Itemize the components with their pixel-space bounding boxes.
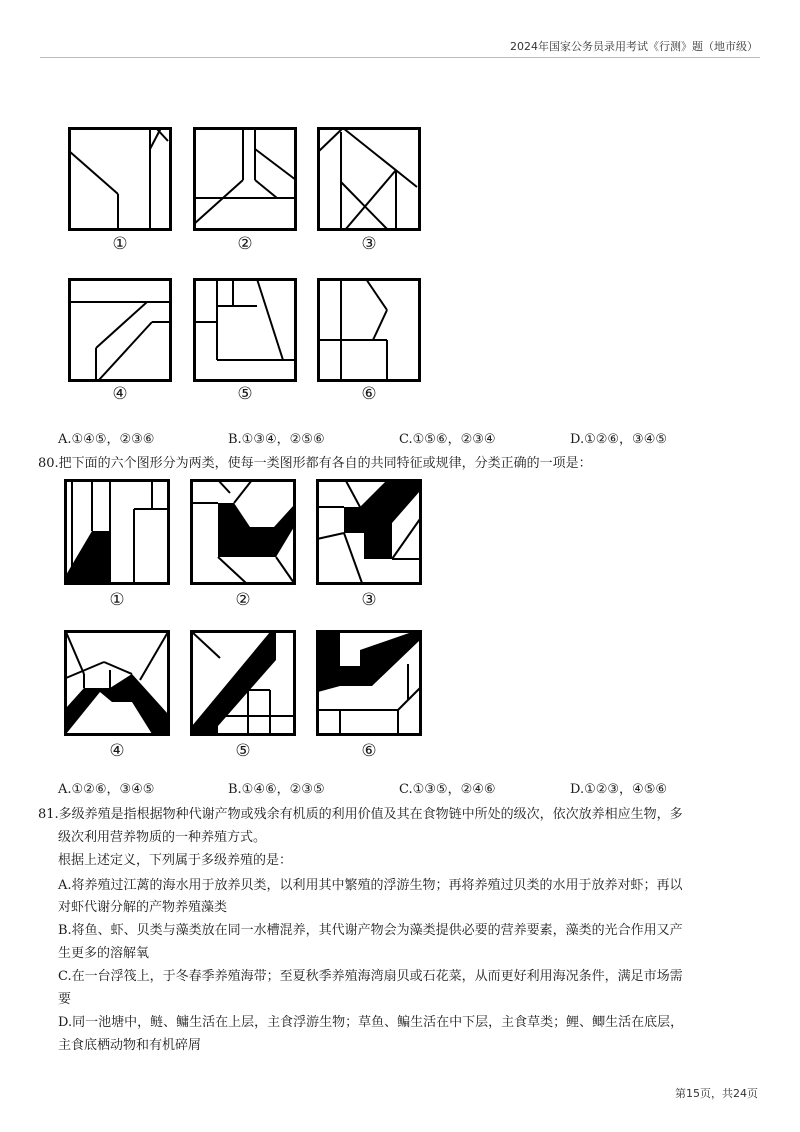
- q80-label-4: ④: [109, 741, 125, 761]
- q81-prompt: 根据上述定义，下列属于多级养殖的是：: [58, 853, 293, 868]
- q80-figure-5: [190, 630, 296, 736]
- q81-option-b-line-1[interactable]: B.将鱼、虾、贝类与藻类放在同一水槽混养，其代谢产物会为藻类提供必要的营养要素，藻类的光合作用又产: [58, 923, 683, 938]
- q80-option-c[interactable]: C.①③⑤，②④⑥: [399, 782, 496, 797]
- q79-figure-2: [193, 127, 297, 231]
- q80-figure-6: [316, 630, 422, 736]
- q80-label-5: ⑤: [235, 741, 251, 761]
- q80-label-1: ①: [109, 590, 125, 610]
- q80-option-a[interactable]: A.①②⑥，③④⑤: [58, 782, 155, 797]
- q79-label-3: ③: [361, 234, 377, 254]
- q81-option-b-line-2[interactable]: 生更多的溶解氧: [58, 946, 150, 961]
- q80-figure-4: [64, 630, 170, 736]
- header-divider: [40, 57, 760, 58]
- q79-figure-6: [317, 278, 421, 382]
- q80-label-2: ②: [235, 590, 251, 610]
- q80-figure-1: [64, 479, 170, 585]
- q81-option-d-line-2[interactable]: 主食底栖动物和有机碎屑: [58, 1038, 202, 1053]
- q81-option-a-line-1[interactable]: A.将养殖过江蓠的海水用于放养贝类，以利用其中繁殖的浮游生物；再将养殖过贝类的水用于放养对虾；再以: [58, 878, 683, 893]
- q80-option-b[interactable]: B.①④⑥，②③⑤: [228, 782, 325, 797]
- q79-figure-3: [317, 127, 421, 231]
- q81-option-c-line-1[interactable]: C.在一台浮筏上，于冬春季养殖海带；至夏秋季养殖海湾扇贝或石花菜，从而更好利用海况条件，满足市场需: [58, 969, 683, 984]
- q80-figure-2: [190, 479, 296, 585]
- q79-label-4: ④: [112, 384, 128, 404]
- q79-option-d[interactable]: D.①②⑥，③④⑤: [570, 432, 668, 447]
- q80-label-3: ③: [361, 590, 377, 610]
- q81-stem-line-2: 级次利用营养物质的一种养殖方式。: [58, 830, 267, 845]
- q79-option-c[interactable]: C.①⑤⑥，②③④: [399, 432, 496, 447]
- q79-label-6: ⑥: [361, 384, 377, 404]
- q79-figure-4: [68, 278, 172, 382]
- q80-figure-3: [316, 479, 422, 585]
- q79-label-5: ⑤: [237, 384, 253, 404]
- q81-option-d-line-1[interactable]: D.同一池塘中，鲢、鳙生活在上层，主食浮游生物；草鱼、鳊生活在中下层，主食草类；鲤、鲫生活在底层，: [58, 1015, 684, 1030]
- q79-label-1: ①: [112, 234, 128, 254]
- q81-option-c-line-2[interactable]: 要: [58, 992, 72, 1007]
- q81-stem-line-1: 81.多级养殖是指根据物种代谢产物或残余有机质的利用价值及其在食物链中所处的级次，依次放养相应生物，多: [38, 807, 683, 822]
- q79-figure-1: [68, 127, 172, 231]
- page-number: 第15页，共24页: [675, 1087, 758, 1100]
- page-header: 2024年国家公务员录用考试《行测》题（地市级）: [510, 40, 758, 53]
- q79-option-a[interactable]: A.①④⑤，②③⑥: [58, 432, 155, 447]
- q80-label-6: ⑥: [361, 741, 377, 761]
- q81-option-a-line-2[interactable]: 对虾代谢分解的产物养殖藻类: [58, 900, 228, 915]
- q79-label-2: ②: [237, 234, 253, 254]
- q80-stem: 80.把下面的六个图形分为两类，使每一类图形都有各自的共同特征或规律，分类正确的一项是：: [38, 456, 592, 471]
- q79-figure-5: [193, 278, 297, 382]
- q80-option-d[interactable]: D.①②③，④⑤⑥: [570, 782, 668, 797]
- q79-option-b[interactable]: B.①③④，②⑤⑥: [228, 432, 325, 447]
